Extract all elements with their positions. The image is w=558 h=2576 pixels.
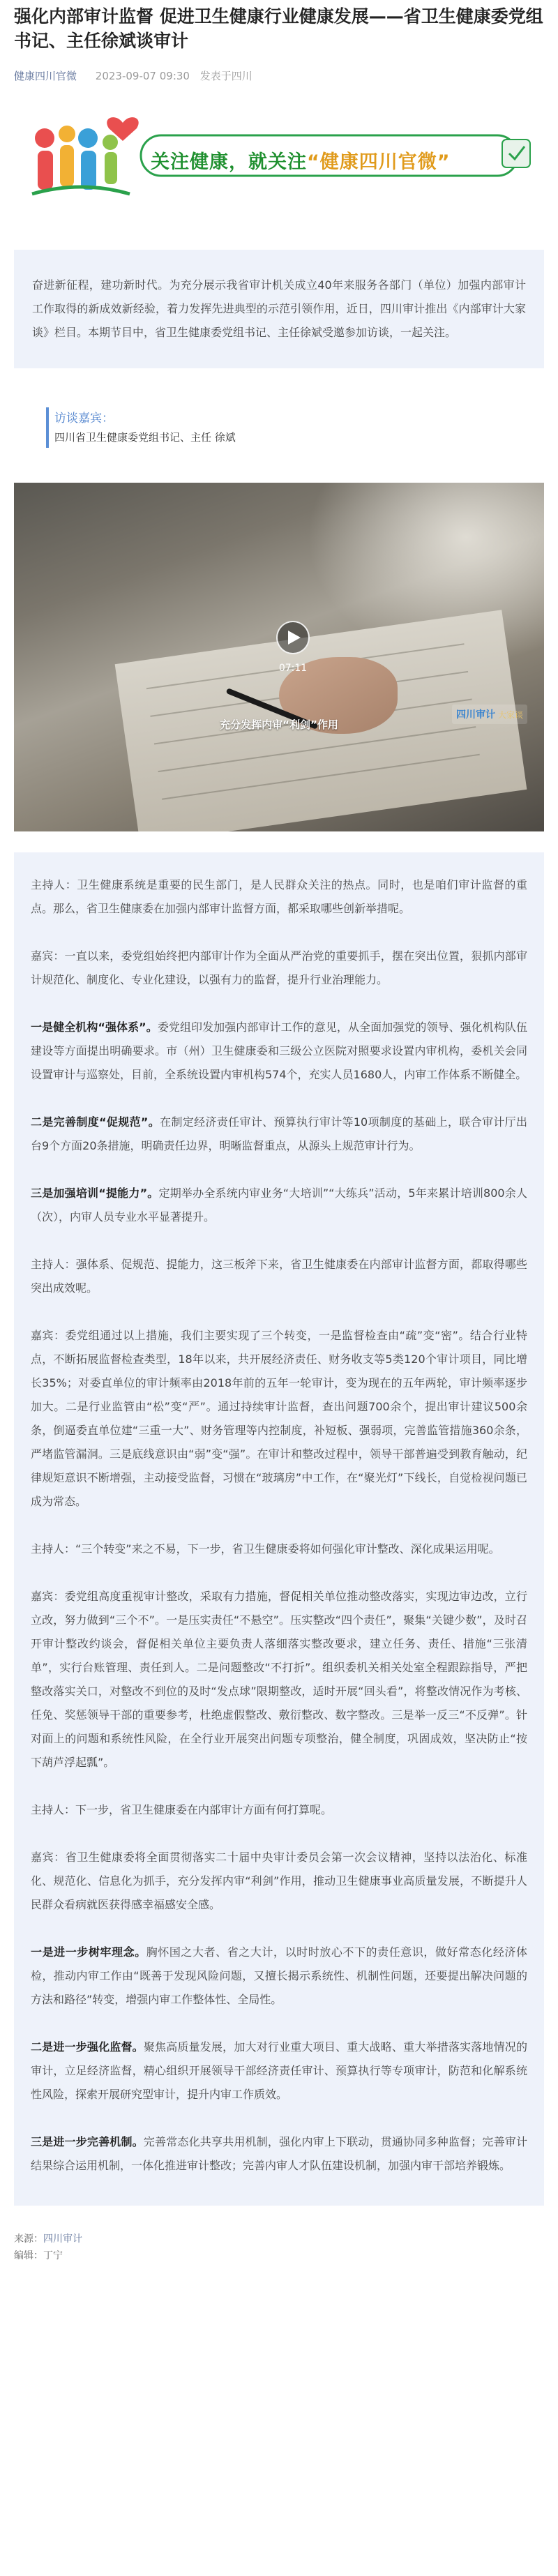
editor-label: 编辑：	[14, 2250, 43, 2261]
paper-line	[158, 726, 476, 772]
source-value: 四川审计	[43, 2234, 82, 2245]
video-logo	[452, 705, 527, 724]
paragraph-text: 完善常态化共享共用机制，强化内审上下联动，贯通协同多种监督；完善审计结果综合运用机制，一体化推进审计整改；完善内审人才队伍建设机制，加强内审干部培养锻炼。	[31, 2135, 527, 2172]
account-name-link[interactable]: 健康四川官微	[14, 70, 77, 82]
banner-slogan	[151, 146, 451, 174]
guest-label: 访谈嘉宾：	[54, 412, 114, 425]
paragraph-text: 胸怀国之大者、省之大计，以时时放心不下的责任意识，做好常态化经济体检，推动内审工作由“既善于发现风险问题，又擅长揭示系统性、机制性问题，还要提出解决问题的方法和路径”转变，增强内审工作整体性、全局性。	[31, 1945, 527, 2006]
publish-location: 发表于四川	[199, 70, 252, 82]
body-paragraph	[31, 1537, 527, 1561]
body-paragraph	[31, 1324, 527, 1514]
paragraph-text: 聚焦高质量发展，加大对行业重大项目、重大战略、重大举措落实落地情况的审计，立足经济监督，精心组织开展领导干部经济责任审计、预算执行等专项审计，防范和化解系统性风险，探索开展研究型审计，提升内审工作质效。	[31, 2040, 527, 2101]
editor-value: 丁宁	[43, 2250, 63, 2261]
paper-line	[162, 754, 480, 800]
video-player[interactable]	[14, 483, 544, 831]
header-banner	[14, 105, 544, 223]
paragraph-lead: 三是进一步完善机制。	[31, 2135, 144, 2148]
paragraph-text: 嘉宾：委党组通过以上措施，我们主要实现了三个转变，一是监督检查由“疏”变“密”。结合行业特点，不断拓展监督检查类型，18年以来，共开展经济责任、财务收支等5类120个审计项目，同比增长35%；对委直单位的审计频率由2018年前的五年一轮审计，变为现在的五年两轮，审计频率逐步加大。二是行业监管由“松”变“严”。通过持续审计监督，查出问题700余个，提出审计建议500余条，倒逼委直单位建“三重一大”、财务管理等内控制度，补短板、强弱项，完善监管措施360余条，严堵监管漏洞。三是底线意识由“弱”变“强”。在审计和整改过程中，领导干部普遍受到教育触动，纪律规矩意识不断增强，主动接受监督，习惯在“玻璃房”中工作，在“聚光灯”下线长，自觉检视问题已成为常态。	[31, 1329, 527, 1508]
body-paragraph	[31, 2130, 527, 2178]
body-paragraph	[31, 873, 527, 921]
article-title: 强化内部审计监督 促进卫生健康行业健康发展——省卫生健康委党组书记、主任徐斌谈审计	[14, 6, 543, 51]
paragraph-lead: 一是进一步树牢理念。	[31, 1945, 146, 1959]
paragraph-text: 定期举办全系统内审业务“大培训”“大练兵”活动，5年来累计培训800余人（次），内审人员专业水平显著提升。	[31, 1187, 527, 1223]
paragraph-text: 主持人：强体系、促规范、提能力，这三板斧下来，省卫生健康委在内部审计监督方面，都取得哪些突出成效呢。	[31, 1258, 527, 1295]
video-logo-sub: 大家谈	[497, 710, 523, 720]
guest-info	[46, 407, 544, 448]
paragraph-lead: 三是加强培训“提能力”。	[31, 1187, 159, 1200]
paragraph-lead: 一是健全机构“强体系”。	[31, 1020, 158, 1034]
paragraph-text: 嘉宾：委党组高度重视审计整改，采取有力措施，督促相关单位推动整改落实，实现边审边改，立行立改，努力做到“三个不”。一是压实责任“不悬空”。压实整改“四个责任”，聚集“关键少数”，及时召开审计整改约谈会，督促相关单位主要负责人落细落实整改要求，建立任务、责任、措施“三张清单”，实行台账管理、责任到人。二是问题整改“不打折”。组织委机关相关处室全程跟踪指导，严把整改落实关口，对整改不到位的及时“发点球”限期整改，适时开展“回头看”，将整改情况作为考核、任免、奖惩领导干部的重要参考，杜绝虚假整改、敷衍整改、数字整改。三是举一反三“不反弹”。针对面上的问题和系统性风险，在全行业开展突出问题专项整治，健全制度，巩固成效，坚决防止“按下葫芦浮起瓢”。	[31, 1590, 527, 1769]
body-paragraph	[31, 1585, 527, 1775]
body-paragraph	[31, 2035, 527, 2107]
source-label: 来源：	[14, 2234, 43, 2245]
article-footer	[14, 2231, 544, 2271]
source-line	[14, 2231, 544, 2247]
play-button[interactable]	[276, 621, 310, 654]
banner-slogan-part-b: “健康四川官微”	[307, 151, 451, 173]
paragraph-text: 嘉宾：省卫生健康委将全面贯彻落实二十届中央审计委员会第一次会议精神，坚持以法治化、标准化、规范化、信息化为抓手，充分发挥内审“利剑”作用，推动卫生健康事业高质量发展，不断提升人民群众看病就医获得感幸福感安全感。	[31, 1851, 527, 1911]
paragraph-text: 主持人：“三个转变”来之不易，下一步，省卫生健康委将如何强化审计整改、深化成果运用呢。	[31, 1542, 500, 1556]
body-paragraph	[31, 1110, 527, 1158]
article-body	[14, 852, 544, 2206]
body-paragraph	[31, 1182, 527, 1229]
video-caption: 充分发挥内审“利剑”作用	[220, 718, 338, 731]
paragraph-text: 嘉宾：一直以来，委党组始终把内部审计作为全面从严治党的重要抓手，摆在突出位置，狠抓内部审计规范化、制度化、专业化建设，以强有力的监督，提升行业治理能力。	[31, 949, 527, 986]
article-meta	[14, 68, 544, 84]
banner-illustration	[18, 110, 540, 218]
play-icon	[288, 631, 301, 645]
body-paragraph	[31, 1846, 527, 1917]
paragraph-text: 在制定经济责任审计、预算执行审计等10项制度的基础上，联合审计厅出台9个方面20条措施，明确责任边界，明晰监督重点，从源头上规范审计行为。	[31, 1115, 527, 1152]
paragraph-lead: 二是进一步强化监督。	[31, 2040, 144, 2054]
publish-date: 2023-09-07 09:30	[95, 70, 190, 82]
guest-value: 四川省卫生健康委党组书记、主任 徐斌	[54, 431, 236, 444]
paragraph-text: 委党组印发加强内部审计工作的意见，从全面加强党的领导、强化机构队伍建设等方面提出明确要求。市（州）卫生健康委和三级公立医院对照要求设置内审机构，委机关会同设置审计与巡察处，目前，全系统设置内审机构574个，充实人员1680人，内审工作体系不断健全。	[31, 1020, 527, 1081]
editor-line	[14, 2247, 544, 2264]
paragraph-lead: 二是完善制度“促规范”。	[31, 1115, 160, 1129]
video-logo-text: 四川审计	[455, 709, 495, 721]
intro-box: 奋进新征程，建功新时代。为充分展示我省审计机关成立40年来服务各部门（单位）加强内部审计工作取得的新成效新经验，着力发挥先进典型的示范引领作用，近日，四川审计推出《内部审计大家谈》栏目。本期节目中，省卫生健康委党组书记、主任徐斌受邀参加访谈，一起关注。	[14, 250, 544, 368]
body-paragraph	[31, 1941, 527, 2012]
body-paragraph	[31, 1253, 527, 1300]
video-duration: 07:11	[278, 663, 308, 674]
paragraph-text: 主持人：卫生健康系统是重要的民生部门，是人民群众关注的热点。同时，也是咱们审计监督的重点。那么，省卫生健康委在加强内部审计监督方面，都采取哪些创新举措呢。	[31, 878, 527, 915]
body-paragraph	[31, 944, 527, 992]
body-paragraph	[31, 1798, 527, 1822]
body-paragraph	[31, 1016, 527, 1087]
paragraph-text: 主持人：下一步，省卫生健康委在内部审计方面有何打算呢。	[31, 1803, 333, 1816]
banner-slogan-part-a: 关注健康，就关注	[151, 151, 307, 173]
